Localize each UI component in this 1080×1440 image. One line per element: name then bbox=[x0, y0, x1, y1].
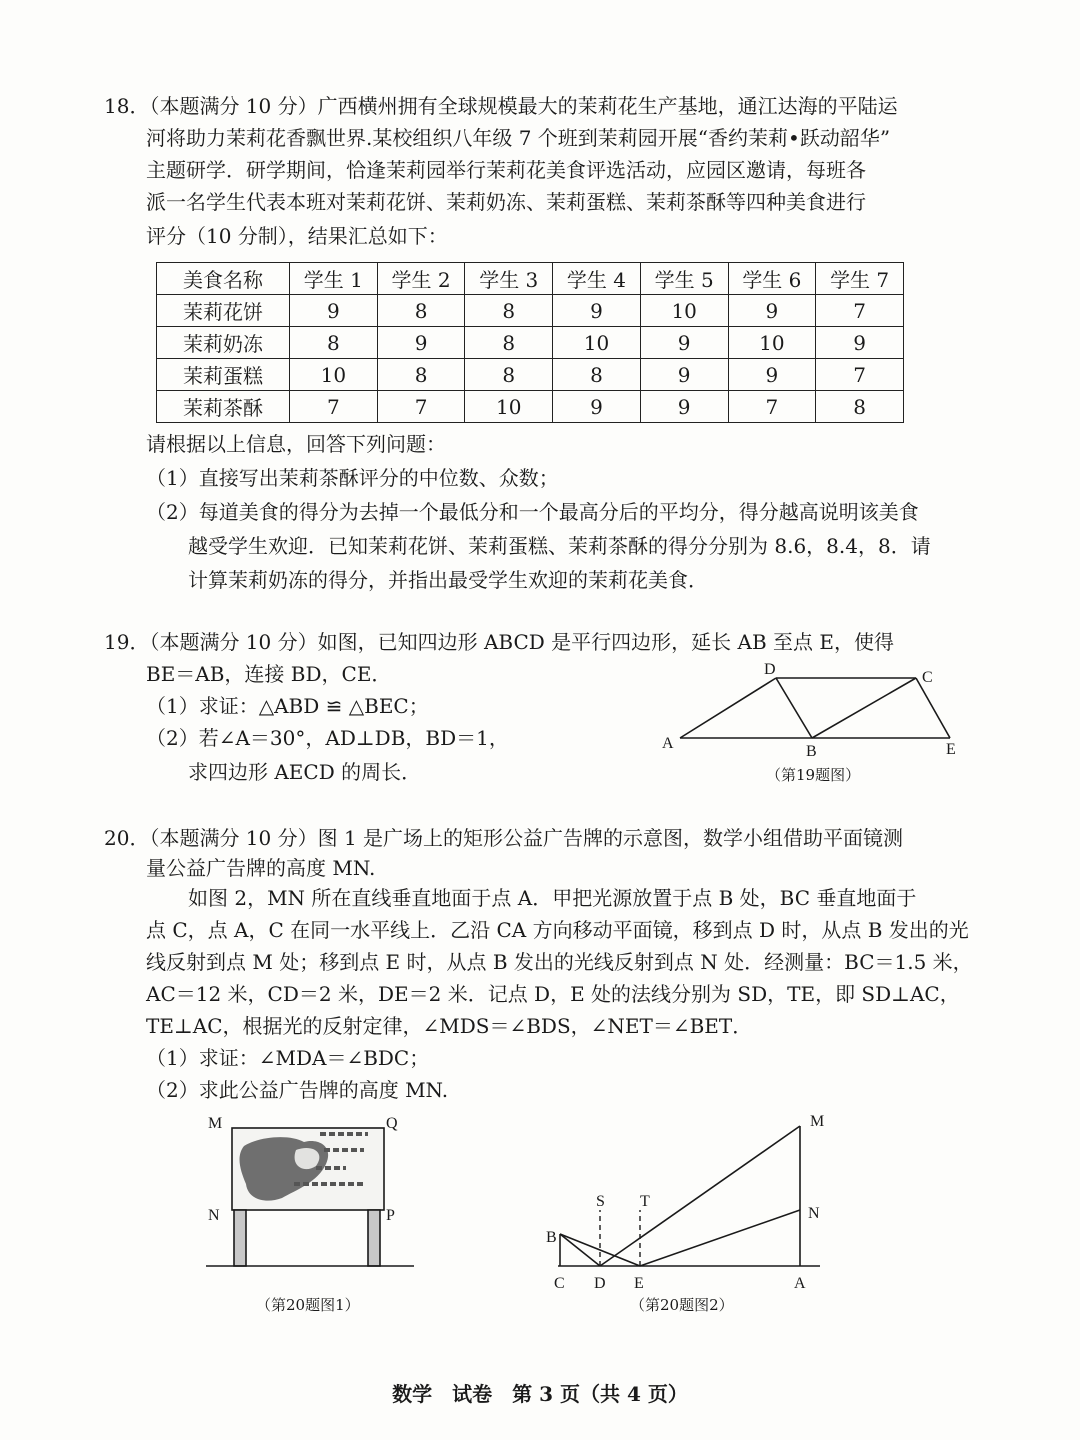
table-cell: 8 bbox=[465, 359, 553, 391]
q20-line-2: 量公益广告牌的高度 MN. bbox=[146, 856, 376, 880]
page-footer: 数学 试卷 第 3 页（共 4 页） bbox=[392, 1382, 688, 1406]
q19-part-1: （1）求证：△ABD ≌ △BEC； bbox=[146, 694, 429, 718]
table-cell: 8 bbox=[377, 359, 465, 391]
table-header-cell: 学生 1 bbox=[290, 263, 378, 295]
point-label-n: N bbox=[208, 1207, 220, 1224]
table-cell: 8 bbox=[553, 359, 641, 391]
q18-part-2-line-1: （2）每道美食的得分为去掉一个最低分和一个最高分后的平均分，得分越高说明该美食 bbox=[146, 500, 919, 524]
table-row bbox=[157, 391, 904, 423]
table-cell: 茉莉茶酥 bbox=[157, 391, 290, 423]
point-label-c: C bbox=[922, 669, 933, 686]
table-cell: 10 bbox=[553, 327, 641, 359]
point-label-p: P bbox=[386, 1207, 395, 1224]
point-label-q: Q bbox=[386, 1115, 398, 1132]
table-cell: 7 bbox=[377, 391, 465, 423]
table-cell: 9 bbox=[640, 359, 728, 391]
q20-part-2: （2）求此公益广告牌的高度 MN. bbox=[146, 1078, 449, 1102]
table-cell: 10 bbox=[640, 295, 728, 327]
table-header-cell: 学生 4 bbox=[553, 263, 641, 295]
q18-line-2: 河将助力茉莉花香飘世界.某校组织八年级 7 个班到茉莉园开展“香约茉莉•跃动韶华” bbox=[146, 126, 891, 150]
table-cell: 7 bbox=[290, 391, 378, 423]
point-label-c: C bbox=[554, 1275, 565, 1292]
point-label-d: D bbox=[594, 1275, 606, 1292]
q20-line-6: AC＝12 米，CD＝2 米，DE＝2 米．记点 D，E 处的法线分别为 SD，TE，即 SD⊥AC， bbox=[146, 982, 960, 1006]
table-cell: 8 bbox=[465, 295, 553, 327]
q18-line-5: 评分（10 分制），结果汇总如下： bbox=[146, 224, 448, 248]
q18-line-6: 请根据以上信息，回答下列问题： bbox=[146, 432, 446, 456]
table-header-cell: 美食名称 bbox=[157, 263, 290, 295]
table-cell: 9 bbox=[290, 295, 378, 327]
table-header-cell: 学生 7 bbox=[816, 263, 904, 295]
q19-line-2: BE＝AB，连接 BD，CE． bbox=[146, 662, 392, 686]
table-header-cell: 学生 5 bbox=[640, 263, 728, 295]
table-cell: 10 bbox=[290, 359, 378, 391]
point-label-d: D bbox=[764, 661, 776, 678]
table-cell: 茉莉蛋糕 bbox=[157, 359, 290, 391]
table-cell: 茉莉奶冻 bbox=[157, 327, 290, 359]
q20-figure-2-caption: （第20题图2） bbox=[630, 1296, 734, 1314]
table-cell: 10 bbox=[728, 327, 816, 359]
point-label-s: S bbox=[596, 1193, 605, 1210]
table-cell: 9 bbox=[640, 327, 728, 359]
q19-part-2-line-1: （2）若∠A＝30°，AD⊥DB，BD＝1， bbox=[146, 726, 509, 750]
q20-line-5: 线反射到点 M 处；移到点 E 时，从点 B 发出的光线反射到点 N 处．经测量：BC＝1.5 米， bbox=[146, 950, 973, 974]
table-cell: 9 bbox=[377, 327, 465, 359]
q18-part-2-line-2: 越受学生欢迎．已知茉莉花饼、茉莉蛋糕、茉莉茶酥的得分分别为 8.6，8.4，8．请 bbox=[188, 534, 931, 558]
table-row bbox=[157, 295, 904, 327]
q20-line-3: 如图 2，MN 所在直线垂直地面于点 A．甲把光源放置于点 B 处，BC 垂直地面于 bbox=[188, 886, 917, 910]
table-header-cell: 学生 2 bbox=[377, 263, 465, 295]
table-cell: 8 bbox=[465, 327, 553, 359]
q19-part-2-line-2: 求四边形 AECD 的周长． bbox=[188, 760, 422, 784]
q18-part-2-line-3: 计算茉莉奶冻的得分，并指出最受学生欢迎的茉莉花美食． bbox=[188, 568, 708, 592]
q20-line-7: TE⊥AC，根据光的反射定律，∠MDS＝∠BDS，∠NET＝∠BET． bbox=[146, 1014, 753, 1038]
q18-part-1: （1）直接写出茉莉茶酥评分的中位数、众数； bbox=[146, 466, 559, 490]
table-cell: 8 bbox=[290, 327, 378, 359]
point-label-b: B bbox=[546, 1229, 557, 1246]
point-label-b: B bbox=[806, 743, 817, 760]
point-label-a: A bbox=[794, 1275, 806, 1292]
q20-part-1: （1）求证：∠MDA＝∠BDC； bbox=[146, 1046, 430, 1070]
table-cell: 9 bbox=[816, 327, 904, 359]
q20-billboard-figure bbox=[200, 1110, 420, 1280]
table-row bbox=[157, 359, 904, 391]
q18-line-3: 主题研学．研学期间，恰逢茉莉园举行茉莉花美食评选活动，应园区邀请，每班各 bbox=[146, 158, 866, 182]
point-label-n: N bbox=[808, 1205, 820, 1222]
point-label-e: E bbox=[634, 1275, 644, 1292]
point-label-m: M bbox=[208, 1115, 223, 1132]
table-cell: 10 bbox=[465, 391, 553, 423]
table-cell: 9 bbox=[728, 359, 816, 391]
point-label-a: A bbox=[662, 735, 674, 752]
table-row bbox=[157, 327, 904, 359]
q20-figure-1-caption: （第20题图1） bbox=[256, 1296, 360, 1314]
table-cell: 9 bbox=[728, 295, 816, 327]
q19-line-1: 19．（本题满分 10 分）如图，已知四边形 ABCD 是平行四边形，延长 AB 至点 E，使得 bbox=[104, 630, 894, 654]
table-cell: 8 bbox=[377, 295, 465, 327]
q20-line-4: 点 C，点 A，C 在同一水平线上．乙沿 CA 方向移动平面镜，移到点 D 时，从点 B 发出的光 bbox=[146, 918, 969, 942]
point-label-t: T bbox=[640, 1193, 650, 1210]
table-cell: 7 bbox=[816, 295, 904, 327]
table-cell: 7 bbox=[816, 359, 904, 391]
table-cell: 7 bbox=[728, 391, 816, 423]
q19-parallelogram-figure bbox=[660, 660, 980, 760]
table-cell: 9 bbox=[553, 295, 641, 327]
table-header-cell: 学生 3 bbox=[465, 263, 553, 295]
point-label-e: E bbox=[946, 741, 956, 758]
table-cell: 9 bbox=[553, 391, 641, 423]
q19-figure-caption: （第19题图） bbox=[766, 766, 861, 784]
q18-line-4: 派一名学生代表本班对茉莉花饼、茉莉奶冻、茉莉蛋糕、茉莉茶酥等四种美食进行 bbox=[146, 190, 866, 214]
q20-reflection-figure bbox=[520, 1108, 840, 1292]
table-cell: 8 bbox=[816, 391, 904, 423]
q18-line-1: 18．（本题满分 10 分）广西横州拥有全球规模最大的茉莉花生产基地，通江达海的平陆运 bbox=[104, 94, 898, 118]
point-label-m: M bbox=[810, 1113, 825, 1130]
table-cell: 9 bbox=[640, 391, 728, 423]
table-header-cell: 学生 6 bbox=[728, 263, 816, 295]
score-table bbox=[156, 262, 904, 423]
table-cell: 茉莉花饼 bbox=[157, 295, 290, 327]
table-header-row bbox=[157, 263, 904, 295]
q20-line-1: 20．（本题满分 10 分）图 1 是广场上的矩形公益广告牌的示意图，数学小组借助平面镜测 bbox=[104, 826, 904, 850]
